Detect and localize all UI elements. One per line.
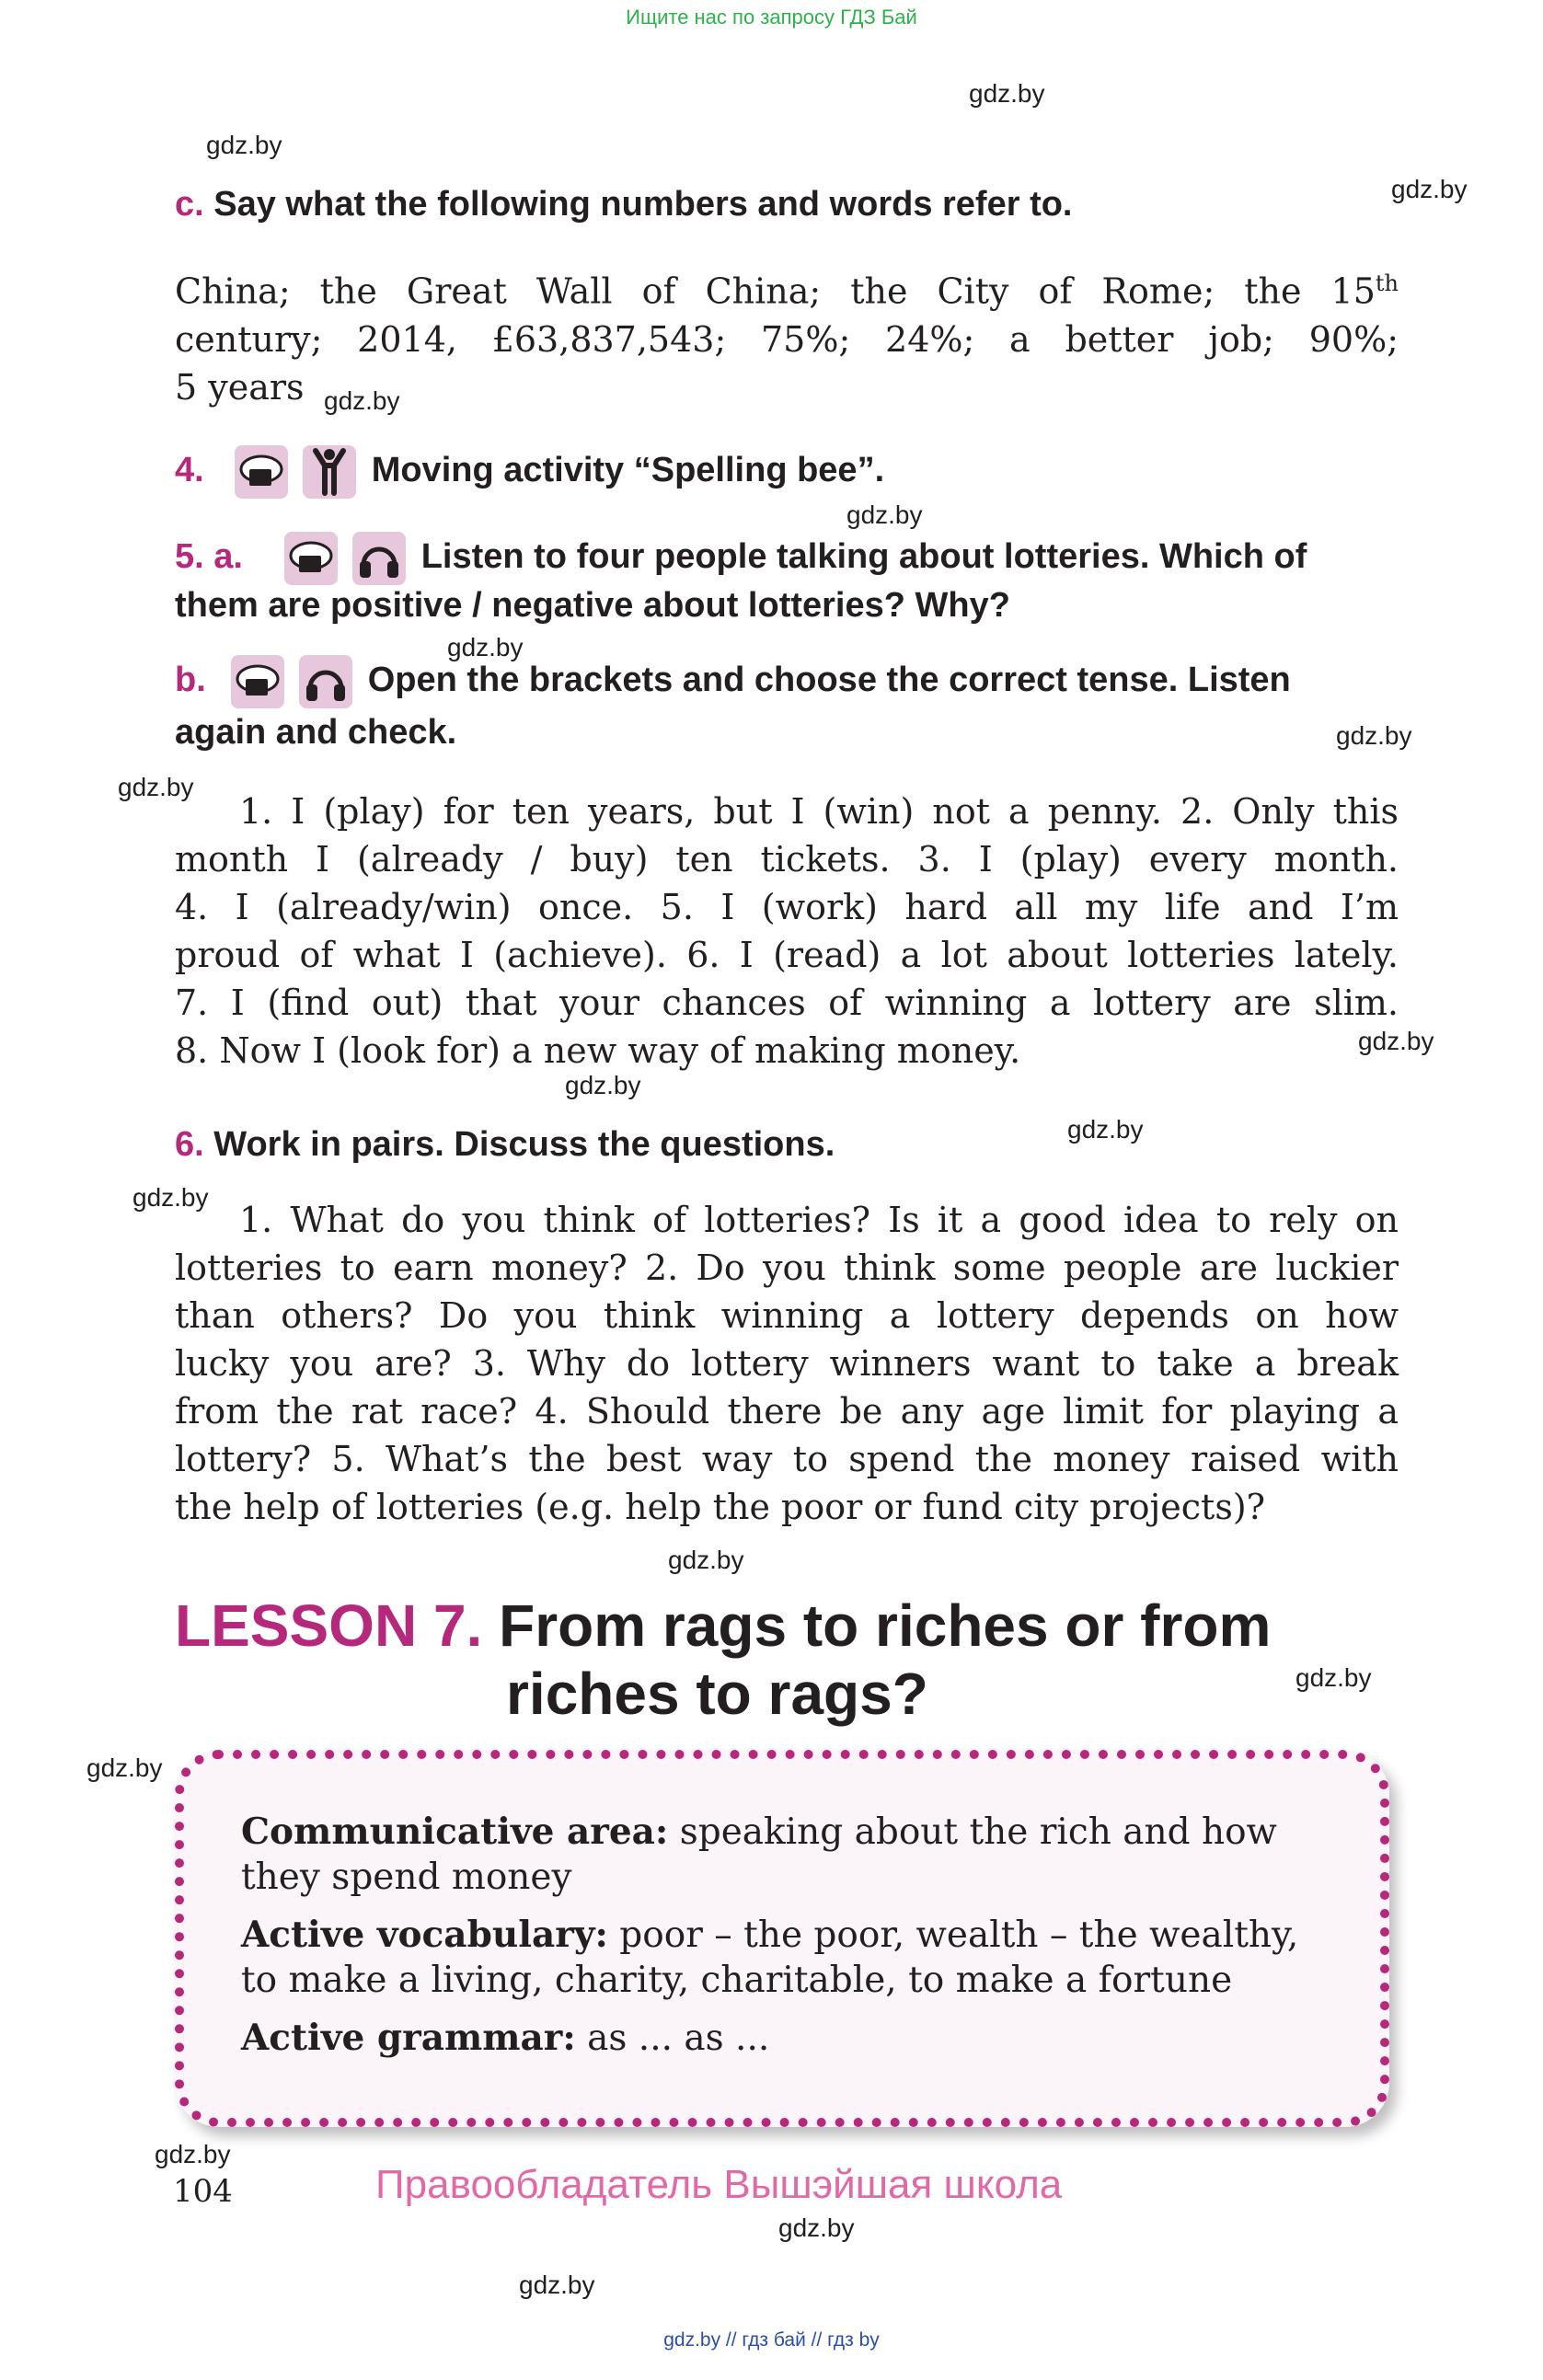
para-line: 1. I (play) for ten years, but I (win) not a penny. 2. Only this (239, 791, 1399, 832)
task-5b-heading-line2: again and check. (175, 713, 457, 752)
task-6-heading (175, 1122, 835, 1167)
task-c-heading (175, 182, 1073, 226)
cloud-folder-icon (235, 445, 288, 499)
watermark: gdz.by (86, 1753, 163, 1782)
task-text: Moving activity “Spelling bee”. (371, 451, 885, 490)
para-line: proud of what I (achieve). 6. I (read) a lot about lotteries lately. (175, 935, 1399, 975)
watermark: gdz.by (969, 79, 1045, 108)
top-banner[interactable]: Ищите нас по запросу ГДЗ Бай (626, 6, 917, 29)
para-line: lotteries to earn money? 2. Do you think some people are luckier (175, 1247, 1399, 1288)
task-label: 4. (175, 451, 204, 490)
person-activity-icon (303, 445, 356, 499)
task-text: Open the brackets and choose the correct tense. Listen (367, 661, 1291, 700)
watermark: gdz.by (1295, 1663, 1372, 1692)
para-line: 8. Now I (look for) a new way of making money. (175, 1030, 1021, 1071)
watermark: gdz.by (846, 500, 923, 529)
para-line: 5 years (175, 366, 305, 408)
task-5b-paragraph (175, 788, 1399, 1075)
para-line: lottery? 5. What’s the best way to spend the money raised with (175, 1439, 1399, 1479)
cloud-folder-icon (284, 532, 338, 585)
watermark: gdz.by (206, 131, 282, 159)
task-4-heading (175, 445, 884, 499)
active-vocabulary: Active vocabulary: poor – the poor, wealth – the wealthy, (241, 1914, 1299, 1956)
task-text: Say what the following numbers and words refer to. (213, 185, 1073, 224)
communicative-area-line2: they spend money (241, 1857, 572, 1898)
watermark: gdz.by (155, 2140, 231, 2168)
active-grammar: Active grammar: as ... as ... (241, 2017, 770, 2059)
para-line: China; the Great Wall of China; the City of Rome; the 15th (175, 270, 1399, 312)
watermark: gdz.by (132, 1183, 209, 1212)
para-line: month I (already / buy) ten tickets. 3. I (play) every month. (175, 839, 1399, 880)
watermark: gdz.by (1336, 721, 1412, 750)
lesson-number: LESSON 7. (175, 1592, 483, 1659)
para-line: 7. I (find out) that your chances of winning a lottery are slim. (175, 983, 1399, 1023)
para-line: 4. I (already/win) once. 5. I (work) hard all my life and I’m (175, 887, 1399, 927)
task-5a-heading-line2: them are positive / negative about lotteries? Why? (175, 586, 1010, 625)
task-label: 5. a. (175, 537, 243, 577)
watermark: gdz.by (565, 1071, 641, 1099)
watermark: gdz.by (118, 773, 194, 801)
task-c-paragraph (175, 259, 1399, 411)
para-line: lucky you are? 3. Why do lottery winners want to take a break (175, 1343, 1399, 1384)
para-line: the help of lotteries (e.g. help the poor or fund city projects)? (175, 1487, 1266, 1527)
para-line: century; 2014, £63,837,543; 75%; 24%; a better job; 90%; (175, 318, 1399, 360)
lesson-title-line2: riches to rags? (506, 1661, 928, 1727)
task-text: Work in pairs. Discuss the questions. (213, 1125, 835, 1164)
task-5a-heading (175, 532, 1307, 585)
watermark: gdz.by (324, 386, 400, 415)
footer-links[interactable]: gdz.by // гдз бай // гдз by (663, 2329, 880, 2351)
task-5b-heading (175, 655, 1291, 708)
active-vocabulary-line2: to make a living, charity, charitable, to make a fortune (241, 1960, 1233, 2001)
watermark: gdz.by (1358, 1027, 1434, 1055)
task-label: b. (175, 661, 206, 700)
watermark: gdz.by (668, 1546, 744, 1574)
lesson-heading (175, 1592, 1271, 1660)
task-text: Listen to four people talking about lotteries. Which of (420, 537, 1307, 577)
headphones-icon (352, 532, 406, 585)
lesson-title-line1: From rags to riches or from (499, 1592, 1272, 1659)
watermark: gdz.by (519, 2271, 595, 2299)
communicative-area: Communicative area: speaking about the rich and how (241, 1811, 1277, 1853)
watermark: gdz.by (1067, 1115, 1144, 1144)
cloud-folder-icon (231, 655, 284, 708)
superscript: th (1375, 270, 1399, 296)
task-6-paragraph (175, 1196, 1399, 1531)
watermark: gdz.by (778, 2213, 855, 2242)
watermark: gdz.by (1391, 175, 1468, 203)
page-number: 104 (173, 2173, 233, 2210)
task-label: c. (175, 185, 204, 224)
para-line: from the rat race? 4. Should there be any age limit for playing a (175, 1391, 1399, 1431)
para-line: 1. What do you think of lotteries? Is it a good idea to rely on (239, 1200, 1399, 1240)
copyright-notice: Правообладатель Вышэйшая школа (375, 2162, 1063, 2207)
task-label: 6. (175, 1125, 204, 1164)
para-line: than others? Do you think winning a lottery depends on how (175, 1295, 1399, 1336)
watermark: gdz.by (447, 633, 524, 661)
headphones-icon (299, 655, 352, 708)
